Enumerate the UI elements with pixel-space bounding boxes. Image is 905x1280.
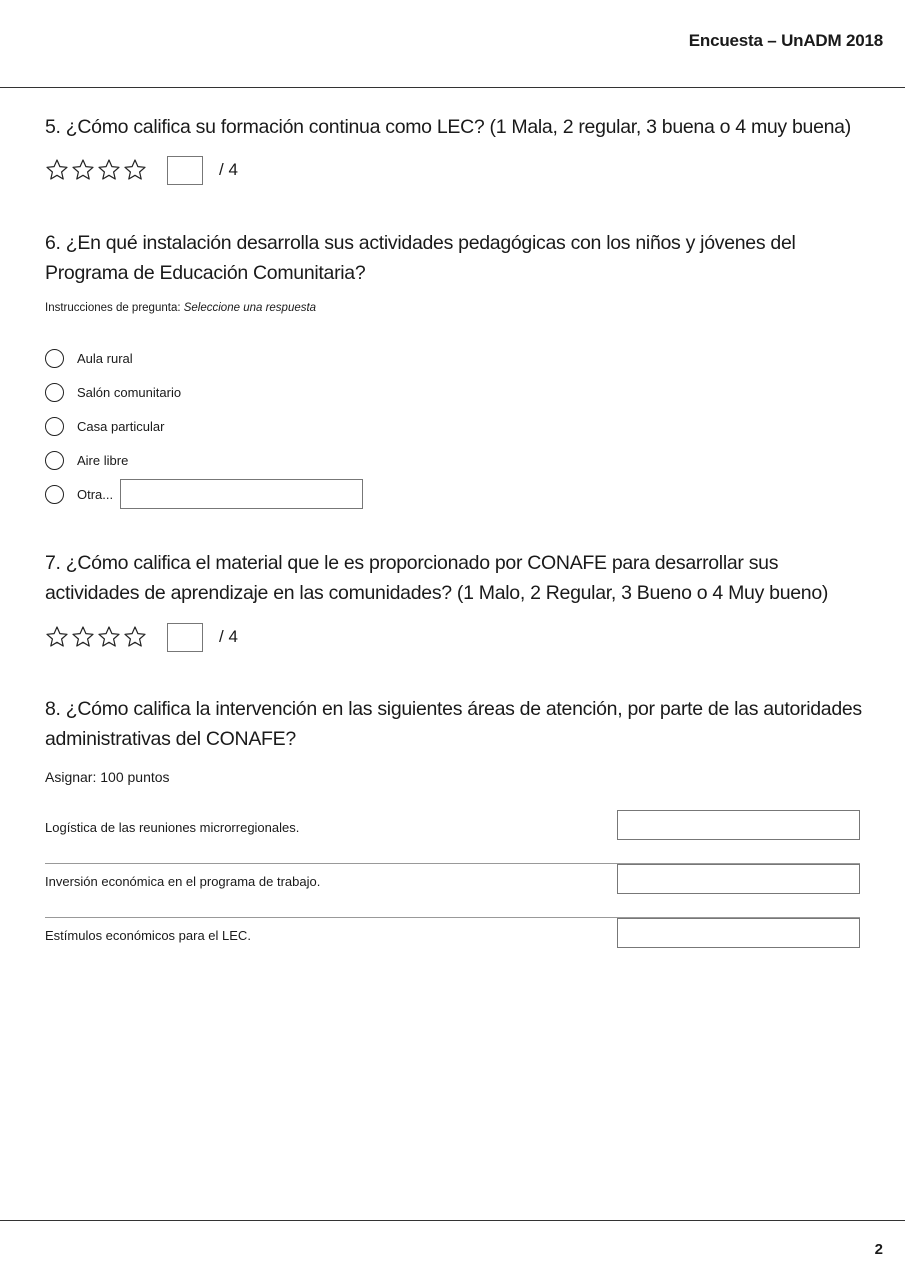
header-title: Encuesta – UnADM 2018 — [688, 31, 883, 50]
star-icon[interactable] — [97, 158, 121, 182]
radio-button[interactable] — [45, 383, 64, 402]
radio-button[interactable] — [45, 349, 64, 368]
radio-options — [45, 341, 363, 511]
page-number: 2 — [874, 1241, 883, 1258]
radio-option-label: Casa particular — [77, 418, 165, 434]
instructions-text: Seleccione una respuesta — [183, 302, 317, 314]
star-icon[interactable] — [71, 625, 95, 649]
radio-option[interactable] — [45, 443, 363, 477]
area-list — [45, 810, 860, 972]
area-label: Inversión económica en el programa de trabajo. — [45, 874, 321, 889]
radio-option-label: Otra... — [77, 486, 114, 502]
instructions-prefix: Instrucciones de pregunta: — [45, 302, 181, 314]
area-row — [45, 810, 860, 864]
question-7-rating — [45, 621, 238, 653]
rating-input[interactable] — [167, 156, 203, 185]
rating-max-label: / 4 — [219, 627, 238, 646]
star-icon[interactable] — [123, 625, 147, 649]
rating-input[interactable] — [167, 623, 203, 652]
question-5-rating — [45, 154, 238, 186]
radio-option-label: Aire libre — [77, 452, 129, 468]
area-points-input[interactable] — [617, 918, 860, 948]
star-icon[interactable] — [45, 625, 69, 649]
radio-option[interactable] — [45, 375, 363, 409]
other-text-input[interactable] — [120, 479, 363, 509]
area-row — [45, 864, 860, 918]
radio-option-label: Aula rural — [77, 350, 133, 366]
allocate-points-label: Asignar: 100 puntos — [45, 769, 170, 785]
star-icon[interactable] — [123, 158, 147, 182]
star-rating — [45, 158, 147, 182]
question-5-text: 5. ¿Cómo califica su formación continua como LEC? (1 Mala, 2 regular, 3 buena o 4 muy buena) — [45, 116, 851, 138]
question-6-text: 6. ¿En qué instalación desarrolla sus actividades pedagógicas con los niños y jóvenes del Programa de Educación Comunitaria? — [45, 232, 796, 284]
radio-button[interactable] — [45, 451, 64, 470]
header-divider — [0, 87, 905, 88]
rating-max-label: / 4 — [219, 160, 238, 179]
question-8-text: 8. ¿Cómo califica la intervención en las siguientes áreas de atención, por parte de las autoridades administrativas del CONAFE? — [45, 698, 862, 750]
star-rating — [45, 625, 147, 649]
footer-divider — [0, 1220, 905, 1221]
star-icon[interactable] — [97, 625, 121, 649]
question-instructions — [45, 302, 316, 314]
radio-button[interactable] — [45, 417, 64, 436]
area-row — [45, 918, 860, 972]
radio-button[interactable] — [45, 485, 64, 504]
question-7-text: 7. ¿Cómo califica el material que le es proporcionado por CONAFE para desarrollar sus actividades de aprendizaje en las comunidades? (1 Malo, 2 Regular, 3 Bueno o 4 Muy bueno) — [45, 552, 829, 604]
area-label: Estímulos económicos para el LEC. — [45, 928, 251, 943]
area-points-input[interactable] — [617, 864, 860, 894]
radio-option-other[interactable] — [45, 477, 363, 511]
star-icon[interactable] — [71, 158, 95, 182]
radio-option[interactable] — [45, 341, 363, 375]
area-points-input[interactable] — [617, 810, 860, 840]
star-icon[interactable] — [45, 158, 69, 182]
radio-option-label: Salón comunitario — [77, 384, 182, 400]
area-label: Logística de las reuniones microrregionales. — [45, 820, 300, 835]
radio-option[interactable] — [45, 409, 363, 443]
